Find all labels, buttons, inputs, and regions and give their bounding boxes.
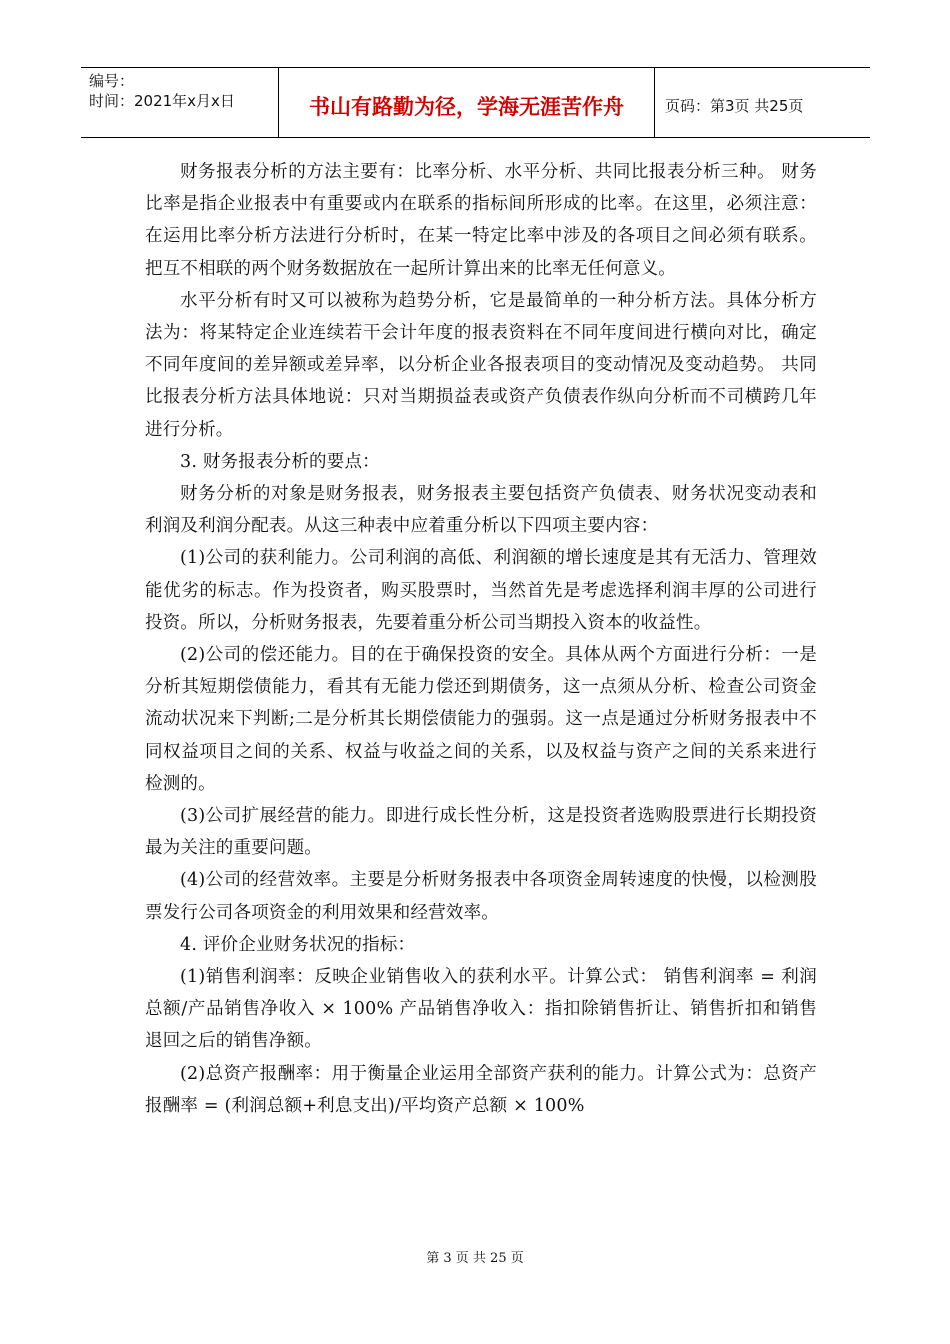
page-header [81, 67, 870, 138]
section-heading-indicators: 4. 评价企业财务状况的指标： [180, 934, 416, 955]
document-date: 时间：2021年x月x日 [89, 92, 235, 110]
header-page-info: 页码：第3页 共25页 [665, 97, 804, 115]
section-heading-key-points: 3. 财务报表分析的要点： [180, 451, 380, 472]
document-code-label: 编号： [89, 72, 135, 90]
paragraph-analysis-objects: 财务分析的对象是财务报表，财务报表主要包括资产负债表、财务状况变动表和利润及利润分配表。从这三种表中应着重分析以下四项主要内容： [145, 484, 817, 537]
paragraph-solvency: (2)公司的偿还能力。目的在于确保投资的安全。具体从两个方面进行分析：一是分析其短期偿债能力，看其有无能力偿还到期债务，这一点须从分析、检查公司资金流动状况来下判断;二是分析其长期偿债能力的强弱。这一点是通过分析财务报表中不同权益项目之间的关系、权益与收益之间的关系，以及权益与资产之间的关系来进行检测的。 [145, 645, 817, 794]
document-body [145, 156, 817, 1122]
header-meta [81, 68, 279, 137]
paragraph-horizontal-analysis: 水平分析有时又可以被称为趋势分析，它是最简单的一种分析方法。具体分析方法为：将某特定企业连续若干会计年度的报表资料在不同年度间进行横向对比，确定不同年度间的差异额或差异率，以分析企业各报表项目的变动情况及变动趋势。 共同比报表分析方法具体地说：只对当期损益表或资产负债表作纵向分析而不司横跨几年进行分析。 [145, 290, 817, 440]
paragraph-efficiency: (4)公司的经营效率。主要是分析财务报表中各项资金周转速度的快慢，以检测股票发行公司各项资金的利用效果和经营效率。 [145, 870, 817, 923]
page-footer: 第 3 页 共 25 页 [426, 1251, 524, 1266]
paragraph-total-asset-return: (2)总资产报酬率：用于衡量企业运用全部资产获利的能力。计算公式为：总资产报酬率 = (利润总额+利息支出)/平均资产总额 × 100% [145, 1063, 817, 1116]
paragraph-analysis-methods: 财务报表分析的方法主要有：比率分析、水平分析、共同比报表分析三种。 财务比率是指企业报表中有重要或内在联系的指标间所形成的比率。在这里，必须注意：在运用比率分析方法进行分析时，在某一特定比率中涉及的各项目之间必须有联系。把互不相联的两个财务数据放在一起所计算出来的比率无任何意义。 [145, 162, 817, 279]
paragraph-sales-profit-rate: (1)销售利润率：反映企业销售收入的获利水平。计算公式： 销售利润率 = 利润总额/产品销售净收入 × 100% 产品销售净收入：指扣除销售折让、销售折扣和销售退回之后的销售净额。 [145, 967, 817, 1052]
header-motto: 书山有路勤为径，学海无涯苦作舟 [279, 68, 655, 137]
paragraph-expansion: (3)公司扩展经营的能力。即进行成长性分析，这是投资者选购股票进行长期投资最为关注的重要问题。 [145, 806, 817, 859]
paragraph-profitability: (1)公司的获利能力。公司利润的高低、利润额的增长速度是其有无活力、管理效能优劣的标志。作为投资者，购买股票时，当然首先是考虑选择利润丰厚的公司进行投资。所以，分析财务报表，先要着重分析公司当期投入资本的收益性。 [145, 548, 817, 633]
